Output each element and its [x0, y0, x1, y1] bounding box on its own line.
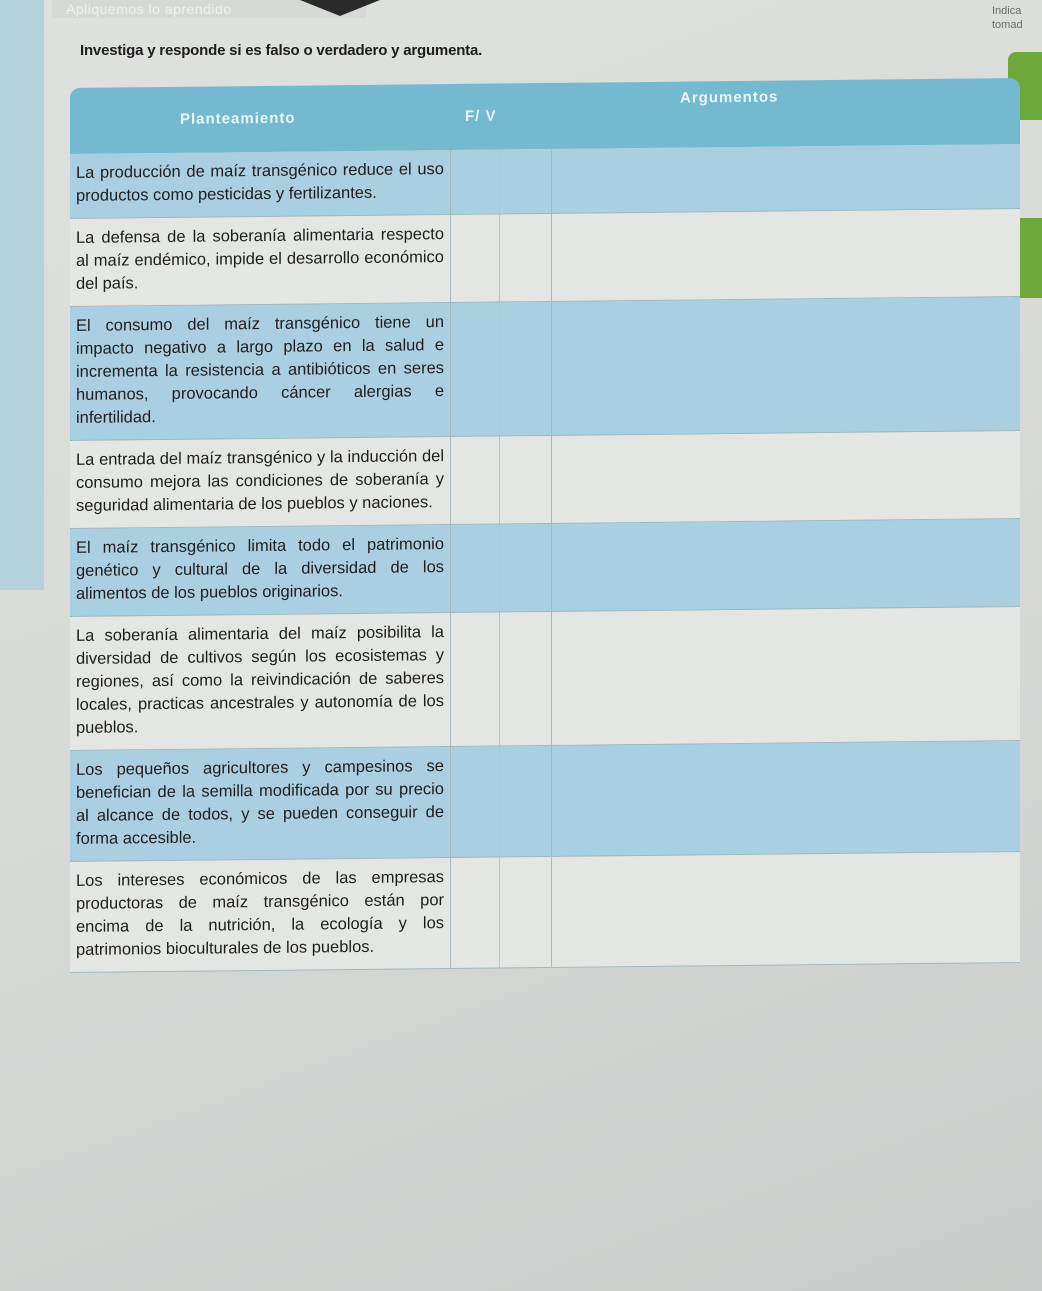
true-false-answer-cell[interactable]	[450, 302, 552, 436]
table-row	[70, 741, 1020, 862]
true-false-answer-cell[interactable]	[450, 214, 552, 302]
statement-cell: La producción de maíz transgénico reduce el uso productos como pesticidas y fertilizantes.	[76, 160, 444, 205]
true-false-answer-cell[interactable]	[450, 149, 552, 214]
true-false-answer-cell[interactable]	[450, 612, 552, 746]
header-true-false: F/ V	[465, 107, 497, 125]
statement-cell: Los intereses económicos de las empresas productoras de maíz transgénico están por encima de la nutrición, la ecología y los patrimonios bioculturales de los pueblos.	[76, 868, 444, 959]
header-arguments: Argumentos	[680, 88, 779, 107]
table-row	[70, 297, 1020, 441]
true-false-answer-cell[interactable]	[450, 524, 552, 612]
argument-answer-cell[interactable]	[552, 519, 1020, 611]
statement-cell: El maíz transgénico limita todo el patrimonio genético y cultural de la diversidad de los alimentos de los pueblos originarios.	[76, 535, 444, 603]
statement-cell: Los pequeños agricultores y campesinos se benefician de la semilla modificada por su precio al alcance de todos, y se pueden conseguir de forma accesible.	[76, 757, 444, 848]
statement-cell: La entrada del maíz transgénico y la inducción del consumo mejora las condiciones de soberanía y seguridad alimentaria de los pueblos y naciones.	[76, 447, 444, 515]
argument-answer-cell[interactable]	[552, 144, 1020, 213]
left-margin-strip	[0, 0, 44, 590]
true-false-answer-cell[interactable]	[450, 857, 552, 968]
true-false-table	[70, 78, 1020, 973]
statement-cell: La soberanía alimentaria del maíz posibilita la diversidad de cultivos según los ecosistemas y regiones, así como la reivindicación de saberes locales, practicas ancestrales y autonomía de los pueblos.	[76, 623, 444, 737]
statement-cell: La defensa de la soberanía alimentaria respecto al maíz endémico, impide el desarrollo económico del país.	[76, 225, 444, 293]
table-header	[70, 78, 1020, 154]
argument-answer-cell[interactable]	[552, 607, 1020, 745]
table-row	[70, 209, 1020, 307]
argument-answer-cell[interactable]	[552, 431, 1020, 523]
argument-answer-cell[interactable]	[552, 741, 1020, 856]
true-false-answer-cell[interactable]	[450, 746, 552, 857]
argument-answer-cell[interactable]	[552, 852, 1020, 967]
instruction-text: Investiga y responde si es falso o verdadero y argumenta.	[80, 42, 483, 59]
side-note-line-2: tomad	[992, 19, 1023, 31]
true-false-answer-cell[interactable]	[450, 436, 552, 524]
table-row	[70, 431, 1020, 529]
section-title: Apliquemos lo aprendido	[52, 0, 366, 18]
table-row	[70, 607, 1020, 751]
side-note-line-1: Indica	[992, 5, 1022, 17]
statement-cell: El consumo del maíz transgénico tiene un impacto negativo a largo plazo en la salud e incrementa la resistencia a antibióticos en seres humanos, provocando cáncer alergias e infertilidad.	[76, 313, 444, 427]
header-statement: Planteamiento	[180, 109, 296, 128]
table-row	[70, 144, 1020, 219]
side-note	[992, 4, 1023, 32]
table-row	[70, 852, 1020, 973]
header-decoration	[300, 0, 380, 16]
argument-answer-cell[interactable]	[552, 297, 1020, 435]
table-row	[70, 519, 1020, 617]
argument-answer-cell[interactable]	[552, 209, 1020, 301]
